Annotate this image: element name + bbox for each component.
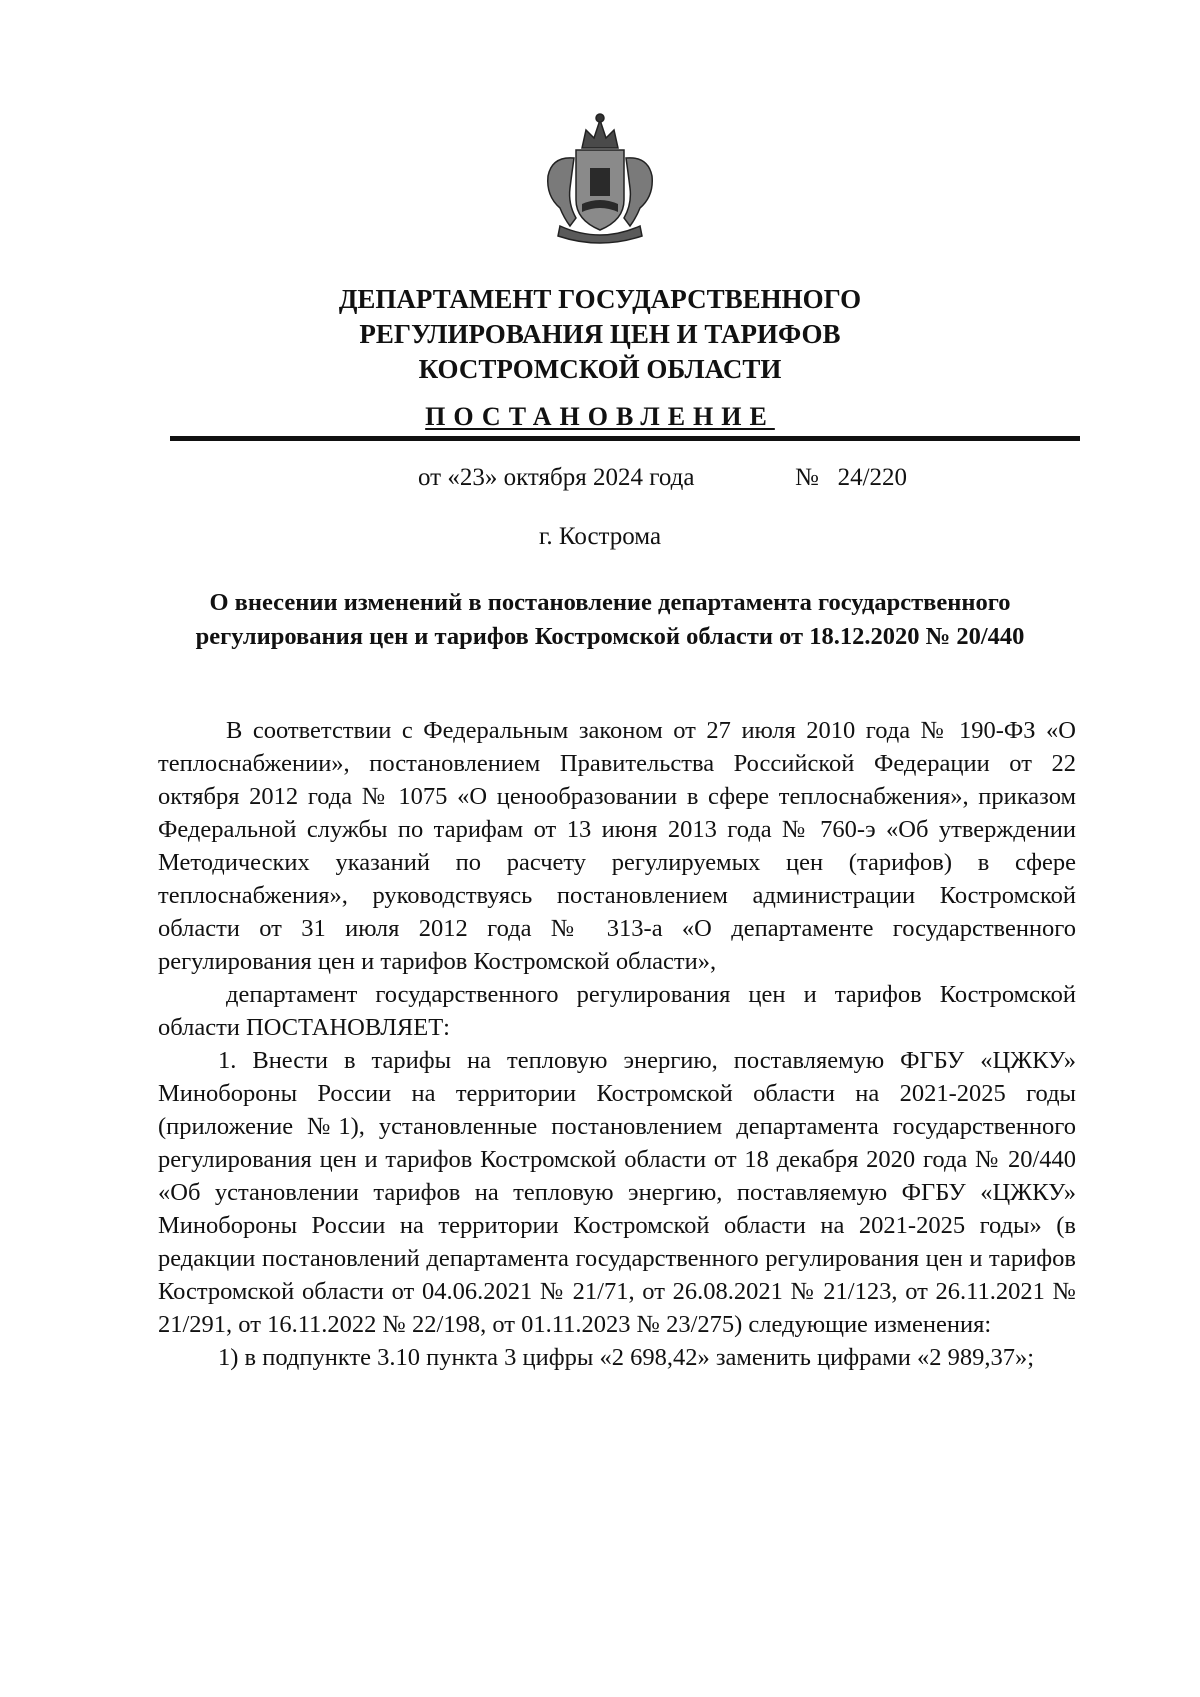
subitem-1-paragraph: 1) в подпункте 3.10 пункта 3 цифры «2 698,42» заменить цифрами «2 989,37»; (218, 1344, 1035, 1371)
subject-line-1: О внесении изменений в постановление департамента государственного (209, 589, 1011, 616)
coat-of-arms-emblem (530, 108, 670, 248)
document-type-title: ПОСТАНОВЛЕНИЕ (425, 402, 775, 431)
document-city: г. Кострома (538, 523, 662, 550)
document-number: № 24/220 (795, 464, 908, 491)
document-subject (150, 586, 1070, 654)
document-date: от «23» октября 2024 года (418, 464, 695, 491)
header-divider (170, 436, 1080, 441)
department-name-line-2: РЕГУЛИРОВАНИЯ ЦЕН И ТАРИФОВ (359, 319, 841, 349)
resolution-paragraph: департамент государственного регулирования цен и тарифов Костромской области ПОСТАНОВЛЯЕТ: (158, 981, 1076, 1041)
preamble-paragraph: В соответствии с Федеральным законом от 27 июля 2010 года № 190-ФЗ «О теплоснабжении», постановлением Правительства Российской Федерации от 22 октября 2012 года № 1075 «О ценообразовании в сфере теплоснабжения», приказом Федеральной службы по тарифам от 13 июня 2013 года № 760-э «Об утверждении Методических указаний по расчету регулируемых цен (тарифов) в сфере теплоснабжения», руководствуясь постановлением администрации Костромской области от 31 июля 2012 года № 313-а «О департаменте государственного регулирования цен и тарифов Костромской области», (158, 717, 1076, 975)
subject-line-2: регулирования цен и тарифов Костромской области от 18.12.2020 № 20/440 (195, 623, 1025, 650)
department-name-line-1: ДЕПАРТАМЕНТ ГОСУДАРСТВЕННОГО (338, 284, 862, 314)
department-name-line-3: КОСТРОМСКОЙ ОБЛАСТИ (418, 354, 782, 384)
document-body (158, 714, 1076, 1374)
department-name (0, 282, 1200, 387)
item-1-paragraph: 1. Внести в тарифы на тепловую энергию, поставляемую ФГБУ «ЦЖКУ» Минобороны России на территории Костромской области на 2021-2025 годы (приложение №1), установленные постановлением департамента государственного регулирования цен и тарифов Костромской области от 18 декабря 2020 года № 20/440 «Об установлении тарифов на тепловую энергию, поставляемую ФГБУ «ЦЖКУ» Минобороны России на территории Костромской области на 2021-2025 годы» (в редакции постановлений департамента государственного регулирования цен и тарифов Костромской области от 04.06.2021 № 21/71, от 26.08.2021 № 21/123, от 26.11.2021 № 21/291, от 16.11.2022 № 22/198, от 01.11.2023 № 23/275) следующие изменения: (158, 1047, 1076, 1338)
